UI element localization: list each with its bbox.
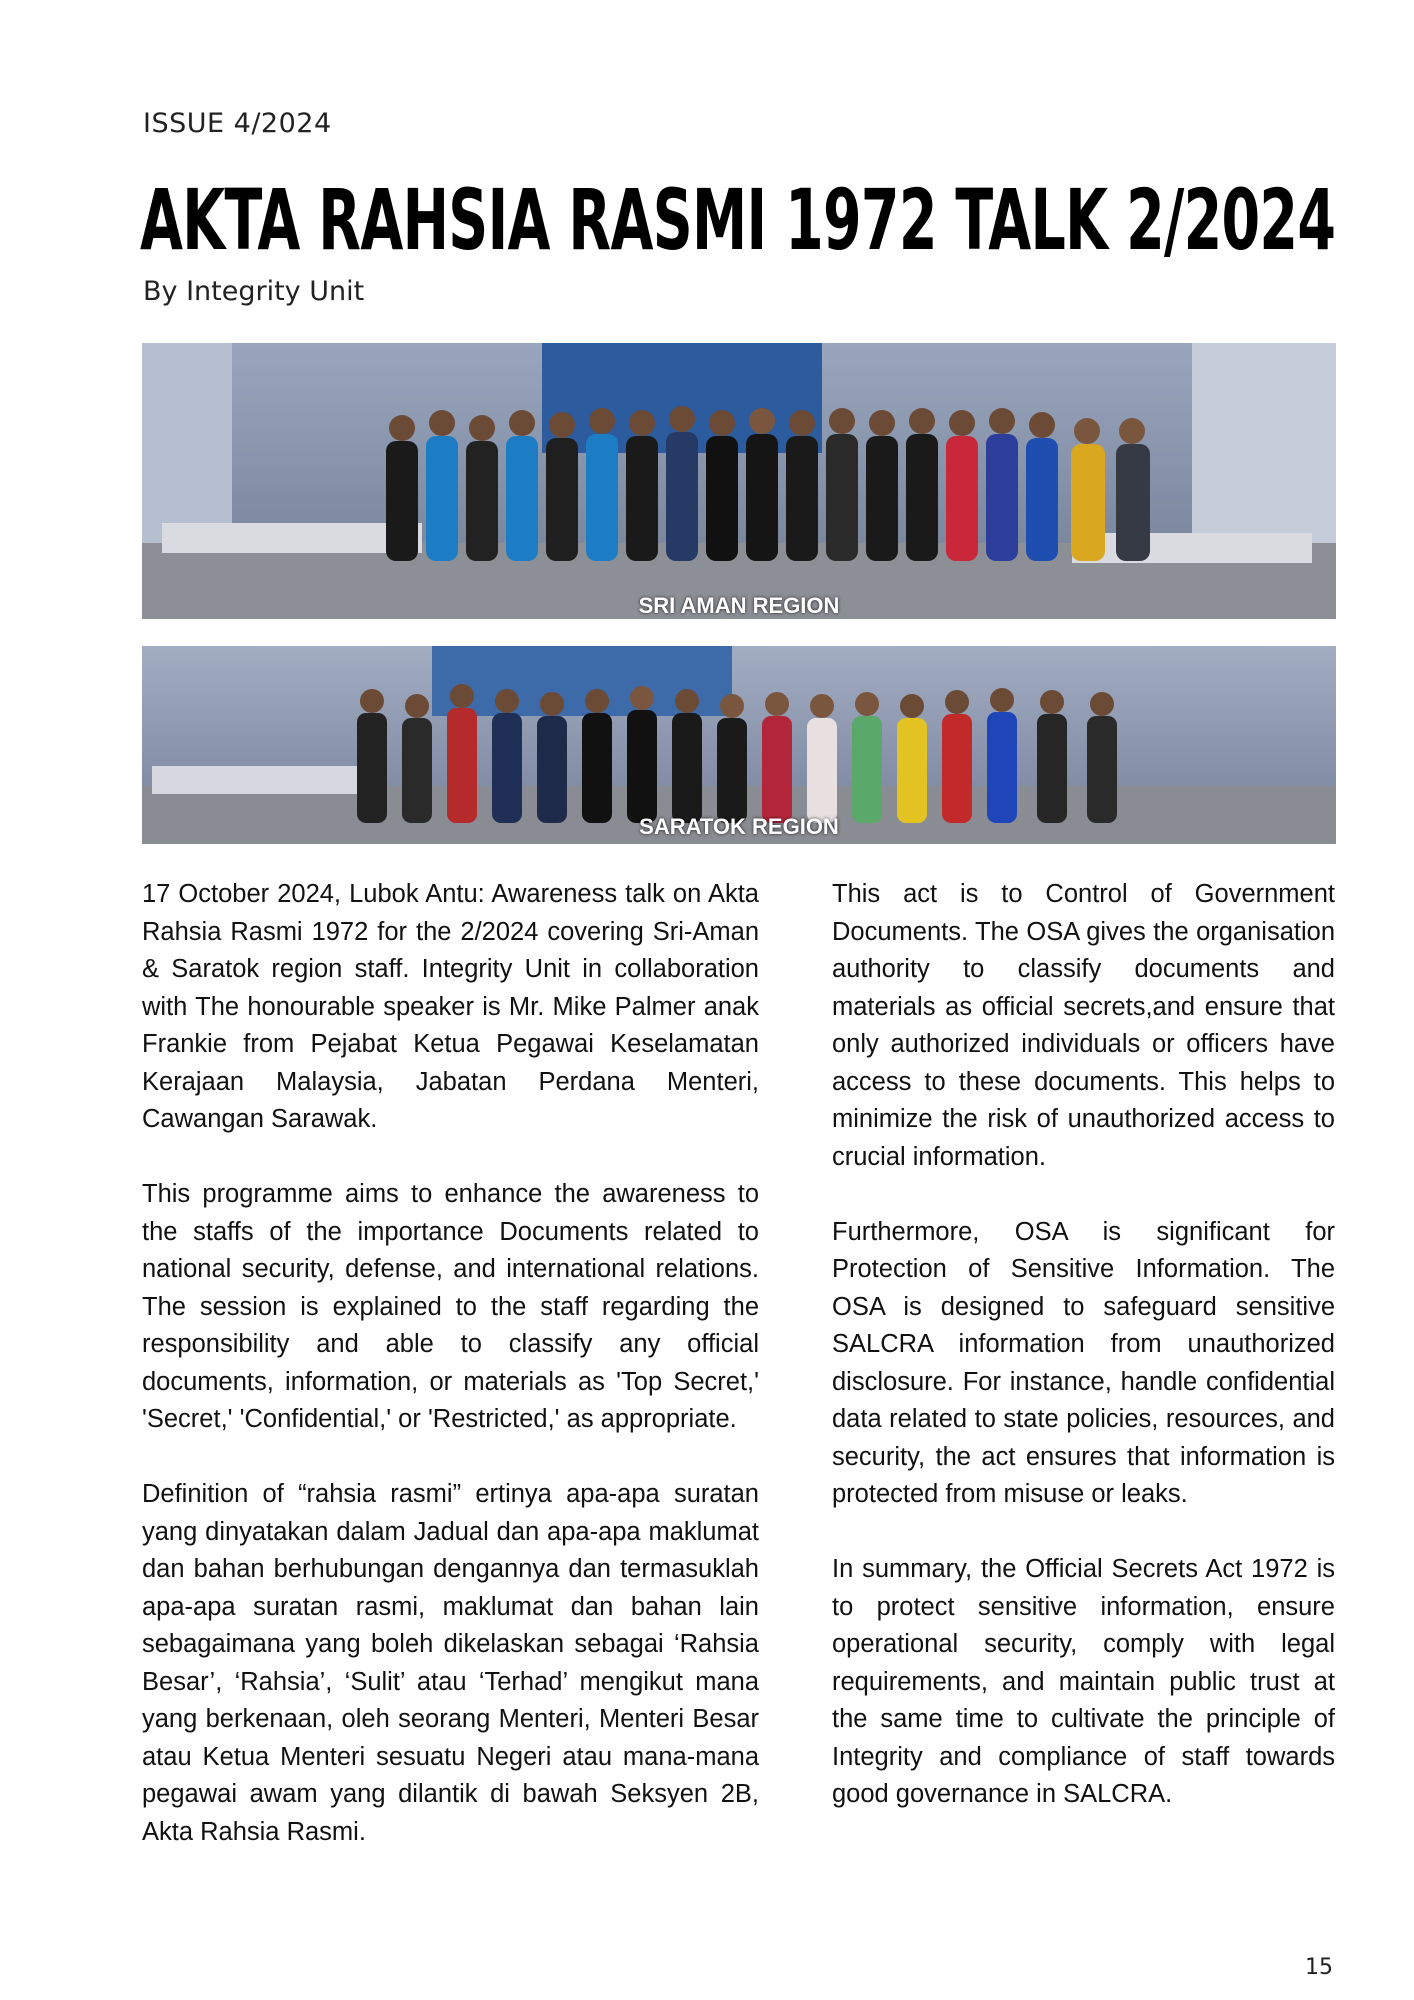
article-title: AKTA RAHSIA RASMI 1972 TALK 2/2024: [140, 171, 1336, 269]
photo-caption-sri-aman: SRI AMAN REGION: [638, 593, 840, 618]
photo-caption-saratok: SARATOK REGION: [639, 814, 839, 839]
group-photo-sri-aman: [142, 343, 1336, 619]
issue-label: ISSUE 4/2024: [143, 108, 332, 139]
byline: By Integrity Unit: [143, 276, 365, 307]
body-column-right: [832, 876, 1335, 1851]
paragraph: In summary, the Official Secrets Act 1972 is to protect sensitive information, ensure operational security, comply with legal requirements, and maintain public trust at the same time to cultivate the principle of Integrity and compliance of staff towards good governance in SALCRA.: [832, 1555, 1335, 1808]
paragraph: This programme aims to enhance the awareness to the staffs of the importance Documents related to national security, defense, and international relations. The session is explained to the staff regarding the responsibility and able to classify any official documents, information, or materials as 'Top Secret,' 'Secret,' 'Confidential,' or 'Restricted,' as appropriate.: [142, 1180, 759, 1433]
group-photo-sri-aman-image: [142, 343, 1336, 619]
paragraph: 17 October 2024, Lubok Antu: Awareness talk on Akta Rahsia Rasmi 1972 for the 2/2024 covering Sri-Aman & Saratok region staff. Integrity Unit in collaboration with The honourable speaker is Mr. Mike Palmer anak Frankie from Pejabat Ketua Pegawai Keselamatan Kerajaan Malaysia, Jabatan Perdana Menteri, Cawangan Sarawak.: [142, 880, 759, 1133]
paragraph: Furthermore, OSA is significant for Protection of Sensitive Information. The OSA is designed to safeguard sensitive SALCRA information from unauthorized disclosure. For instance, handle confidential data related to state policies, resources, and security, the act ensures that information is protected from misuse or leaks.: [832, 1217, 1335, 1508]
group-photo-saratok: [142, 646, 1336, 844]
page-number: 15: [1305, 1955, 1333, 1980]
body-column-left: [142, 876, 759, 1889]
paragraph: Definition of “rahsia rasmi” ertinya apa-apa suratan yang dinyatakan dalam Jadual dan apa-apa maklumat dan bahan berhubungan dengannya dan termasuklah apa-apa suratan rasmi, maklumat dan bahan lain sebagaimana yang boleh dikelaskan sebagai ‘Rahsia Besar’, ‘Rahsia’, ‘Sulit’ atau ‘Terhad’ mengikut mana yang berkenaan, oleh seorang Menteri, Menteri Besar atau Ketua Menteri sesuatu Negeri atau mana-mana pegawai awam yang dilantik di bawah Seksyen 2B, Akta Rahsia Rasmi.: [142, 1480, 759, 1846]
paragraph: This act is to Control of Government Documents. The OSA gives the organisation authority to classify documents and materials as official secrets,and ensure that only authorized individuals or officers have access to these documents. This helps to minimize the risk of unauthorized access to crucial information.: [832, 880, 1335, 1171]
